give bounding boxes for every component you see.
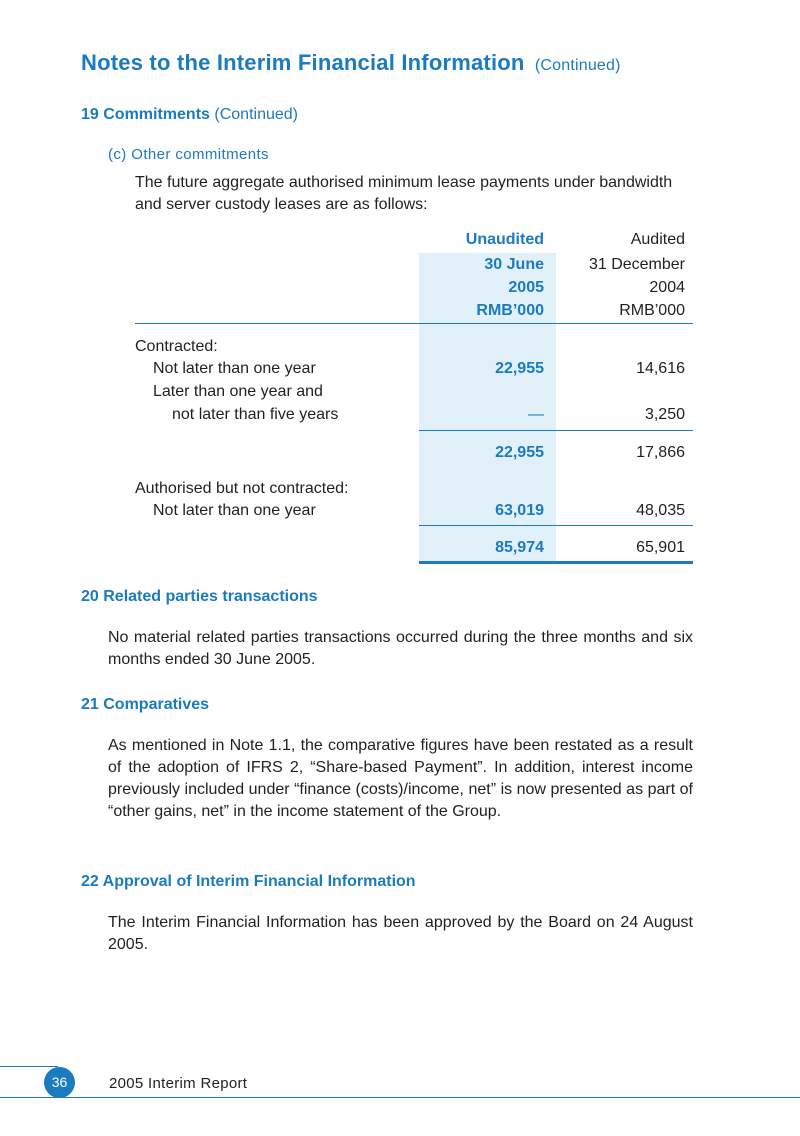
section-19-suffix: (Continued) <box>214 106 298 123</box>
section-20-body: No material related parties transactions occurred during the three months and six months ended 30 June 2005. <box>108 629 693 668</box>
col2-header-date: 31 December <box>588 256 685 273</box>
section-19-intro-line2: and server custody leases are as follows: <box>135 196 428 213</box>
row2-label-line2: not later than five years <box>172 406 339 423</box>
total-divider <box>419 525 693 526</box>
col1-header-year: 2005 <box>508 279 544 296</box>
col2-header-status: Audited <box>630 231 685 248</box>
section-20-heading: 20 Related parties transactions <box>81 588 318 605</box>
row2-label-line1: Later than one year and <box>153 383 323 400</box>
page-title-suffix: (Continued) <box>534 57 621 74</box>
page-title-text: Notes to the Interim Financial Information <box>81 50 525 75</box>
section-19-heading <box>81 106 298 124</box>
page-number-badge: 36 <box>44 1067 75 1098</box>
section-21-body: As mentioned in Note 1.1, the comparative figures have been restated as a result of the adoption of IFRS 2, “Share-based Payment”. In addition, interest income previously included under “finance (costs)/income, net” is now presented as part of “other gains, net” in the income statement of the Group. <box>108 737 693 820</box>
row2-value-2004: 3,250 <box>644 406 685 423</box>
section-19-intro-line1: The future aggregate authorised minimum lease payments under bandwidth <box>135 174 673 191</box>
row2-value-2005: — <box>528 406 544 423</box>
col1-header-unit: RMB’000 <box>476 302 544 319</box>
contracted-label: Contracted: <box>135 338 218 355</box>
col2-header-year: 2004 <box>649 279 685 296</box>
col2-header-unit: RMB’000 <box>619 302 685 319</box>
section-19-subtitle: (c) Other commitments <box>108 146 269 163</box>
subtotal-value-2004: 17,866 <box>636 444 685 461</box>
footer-rule-left <box>0 1066 58 1067</box>
authorised-label: Authorised but not contracted: <box>135 480 349 497</box>
footer-report-name: 2005 Interim Report <box>109 1075 248 1092</box>
row1-value-2004: 14,616 <box>636 360 685 377</box>
subtotal-value-2005: 22,955 <box>495 444 544 461</box>
col1-header-date: 30 June <box>484 256 544 273</box>
page-title <box>81 50 621 76</box>
row3-label: Not later than one year <box>153 502 316 519</box>
section-22-heading: 22 Approval of Interim Financial Information <box>81 873 416 890</box>
section-19-title: Commitments <box>103 106 210 123</box>
total-value-2004: 65,901 <box>636 539 685 556</box>
header-divider <box>135 323 693 324</box>
total-double-underline <box>419 561 693 564</box>
subtotal-divider <box>419 430 693 431</box>
row3-value-2004: 48,035 <box>636 502 685 519</box>
total-value-2005: 85,974 <box>495 539 544 556</box>
section-19-number: 19 <box>81 106 99 123</box>
section-21-heading: 21 Comparatives <box>81 696 210 713</box>
col1-header-status: Unaudited <box>465 231 544 248</box>
row1-label: Not later than one year <box>153 360 316 377</box>
row3-value-2005: 63,019 <box>495 502 544 519</box>
footer-rule <box>0 1097 800 1098</box>
row1-value-2005: 22,955 <box>495 360 544 377</box>
section-22-body: The Interim Financial Information has been approved by the Board on 24 August 2005. <box>108 914 693 953</box>
